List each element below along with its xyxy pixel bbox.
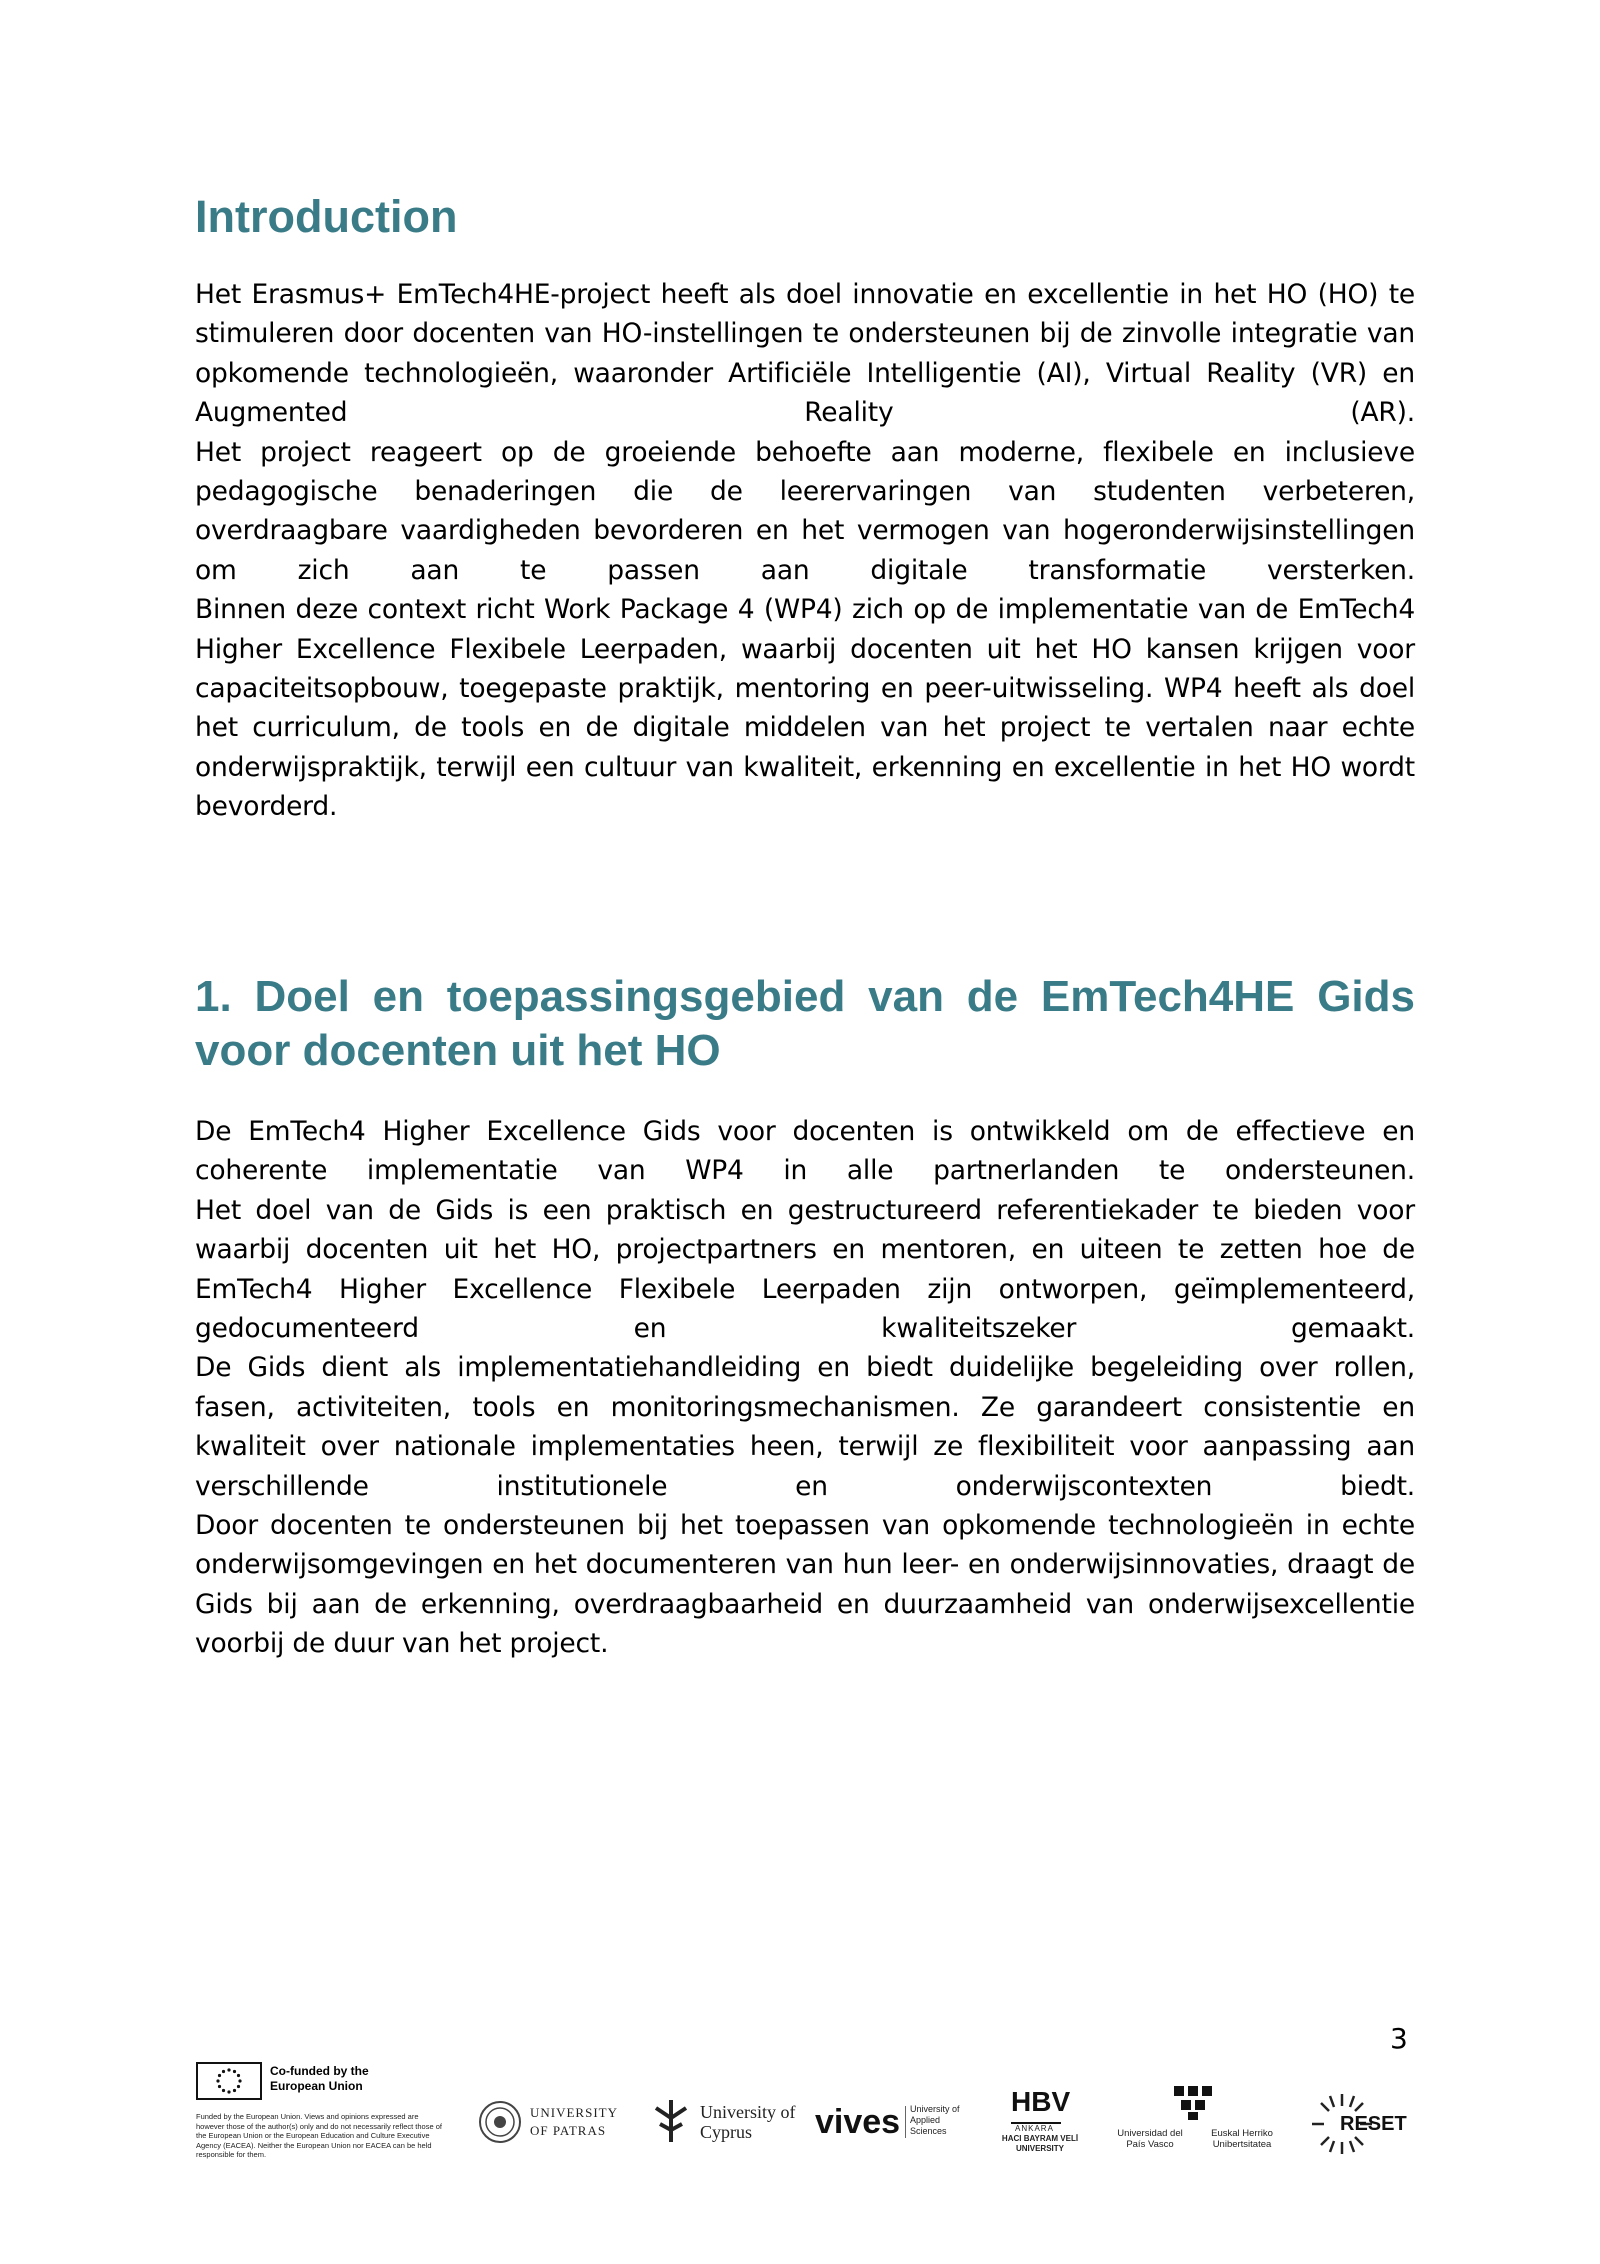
introduction-body — [195, 275, 1415, 827]
eu-disclaimer: Funded by the European Union. Views and opinions expressed are however those of the author(s) only and do not necessarily reflect those of the European Union or the European Education and Culture Executive Agency (EACEA). Neither the European Union nor EACEA can be held responsible for them. — [196, 2112, 442, 2159]
sec1-paragraph-1: De EmTech4 Higher Excellence Gids voor docenten is ontwikkeld om de effectieve en coherente implementatie van WP4 in alle partnerlanden te ondersteunen. — [195, 1116, 1415, 1187]
vives-subtitle: University of Applied Sciences — [910, 2104, 960, 2136]
cyprus-emblem-icon — [652, 2098, 690, 2144]
upv-name: Universidad del País Vasco — [1117, 2128, 1183, 2150]
intro-paragraph-1: Het Erasmus+ EmTech4HE-project heeft als doel innovatie en excellentie in het HO (HO) te stimuleren door docenten van HO-instellingen te ondersteunen bij de zinvolle integratie van opkomende technologieën, waaronder Artificiële Intelligentie (AI), Virtual Reality (VR) en Augmented Reality (AR). — [195, 279, 1415, 429]
sec1-paragraph-3: De Gids dient als implementatiehandleiding en biedt duidelijke begeleiding over rollen, fasen, activiteiten, tools en monitoringsmechanismen. Ze garandeert consistentie en kwaliteit over nationale implementaties heen, terwijl ze flexibiliteit voor aanpassing aan verschillende institutionele en onderwijscontexten biedt. — [195, 1352, 1415, 1502]
hbv-mark-box — [1011, 2082, 1071, 2124]
hbv-name: HACI BAYRAM VELİ UNIVERSITY — [1001, 2134, 1079, 2153]
page-number: 3 — [1390, 2022, 1408, 2055]
eu-flag-icon — [196, 2062, 262, 2100]
section-1-heading: 1. Doel en toepassingsgebied van de EmTech4HE Gids voor docenten uit het HO — [195, 972, 1415, 1075]
vives-wordmark: vives — [815, 2103, 901, 2141]
reset-wordmark: RESET — [1340, 2113, 1407, 2135]
ehu-name: Euskal Herriko Unibertsitatea — [1211, 2128, 1273, 2150]
intro-paragraph-2: Het project reageert op de groeiende behoefte aan moderne, flexibele en inclusieve pedagogische benaderingen die de leerervaringen van studenten verbeteren, overdraagbare vaardigheden bevorderen en het vermogen van hogeronderwijsinstellingen om zich aan te passen aan digitale transformatie versterken. — [195, 436, 1415, 586]
cyprus-logo — [652, 2098, 802, 2146]
introduction-heading: Introduction — [195, 191, 458, 242]
intro-paragraph-3: Binnen deze context richt Work Package 4 (WP4) zich op de implementatie van de EmTech4 Higher Excellence Flexibele Leerpaden, waarbij docenten uit het HO kansen krijgen voor capaciteitsopbouw, toegepaste praktijk, mentoring en peer-uitwisseling. WP4 heeft als doel het curriculum, de tools en de digitale middelen van het project te vertalen naar echte onderwijspraktijk, terwijl een cultuur van kwaliteit, erkenning en excellentie in het HO wordt bevorderd. — [195, 594, 1415, 823]
reset-logo — [1310, 2092, 1430, 2156]
vives-logo — [815, 2100, 965, 2144]
upv-ehu-logo — [1110, 2082, 1290, 2162]
upv-ehu-emblem-icon — [1170, 2082, 1226, 2122]
patras-seal-icon — [478, 2100, 522, 2144]
section-1-body — [195, 1112, 1415, 1664]
patras-logo — [478, 2100, 628, 2144]
hbv-mark: HBV — [1011, 2086, 1071, 2117]
hbv-logo — [985, 2082, 1115, 2162]
cyprus-name: University of Cyprus — [700, 2102, 796, 2142]
hbv-city: ANKARA — [1015, 2124, 1054, 2133]
sec1-paragraph-2: Het doel van de Gids is een praktisch en gestructureerd referentiekader te bieden voor waarbij docenten uit het HO, projectpartners en mentoren, en uiteen te zetten hoe de EmTech4 Higher Excellence Flexibele Leerpaden zijn ontworpen, geïmplementeerd, gedocumenteerd en kwaliteitszeker gemaakt. — [195, 1194, 1415, 1345]
vives-divider — [905, 2106, 906, 2138]
eu-cofunded-text: Co-funded by the European Union — [270, 2064, 369, 2093]
sec1-paragraph-4: Door docenten te ondersteunen bij het toepassen van opkomende technologieën in echte onderwijsomgevingen en het documenteren van hun leer- en onderwijsinnovaties, draagt de Gids bij aan de erkenning, overdraagbaarheid en duurzaamheid van onderwijsexcellentie voorbij de duur van het project. — [195, 1510, 1415, 1660]
patras-name: UNIVERSITY OF PATRAS — [530, 2105, 618, 2138]
